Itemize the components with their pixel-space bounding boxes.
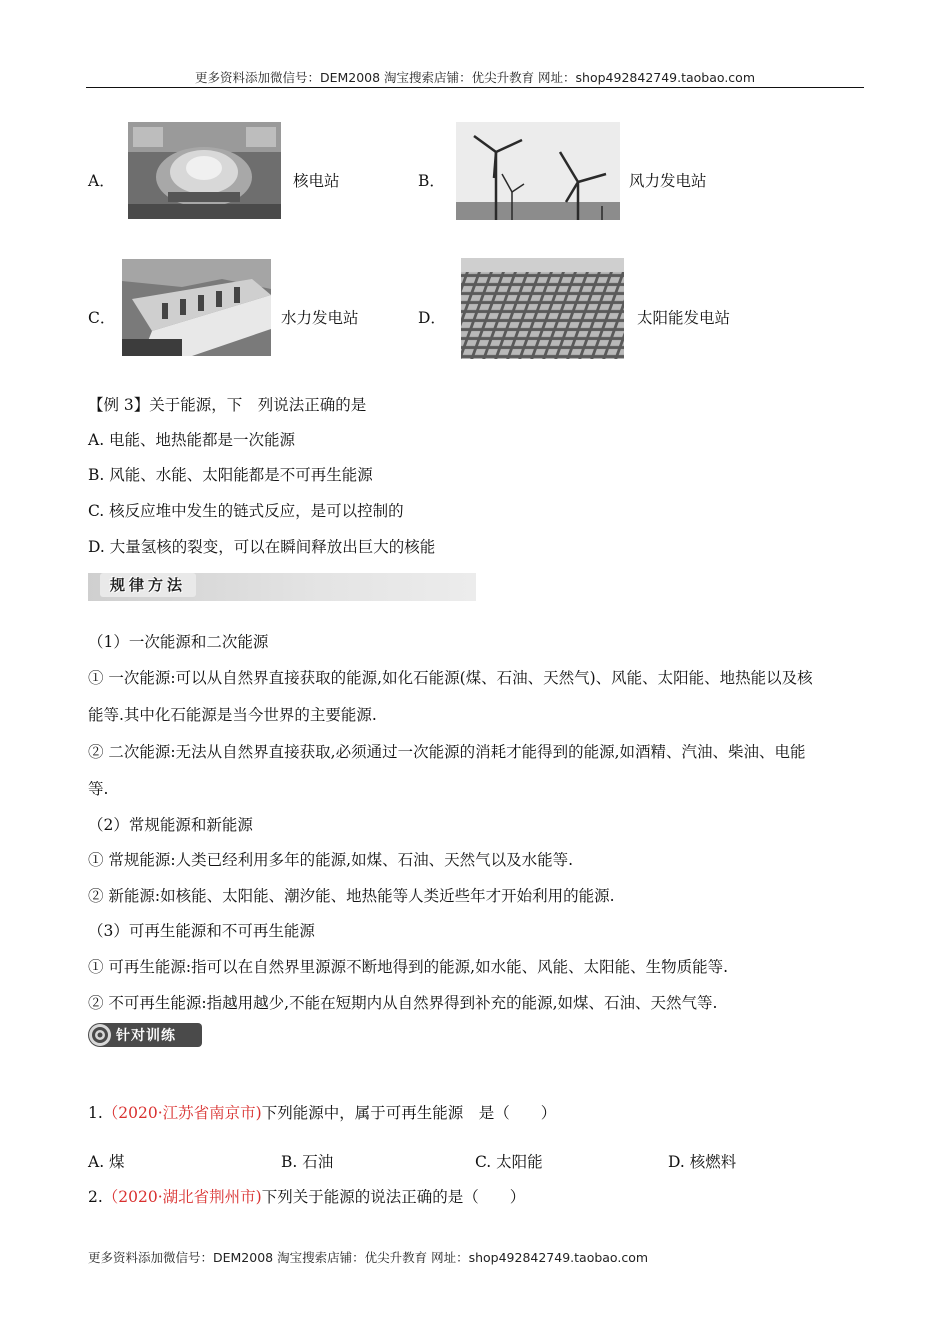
hydro-plant-image [122, 259, 271, 356]
option-d-caption: 太阳能发电站 [637, 309, 731, 327]
page-footer: 更多资料添加微信号：DEM2008 淘宝搜索店铺：优尖升教育 网址：shop492842749.taobao.com [88, 1250, 649, 1265]
example3-option-c: C. 核反应堆中发生的链式反应，是可以控制的 [88, 502, 404, 520]
q1-option-c: C. 太阳能 [475, 1153, 543, 1171]
option-b-caption: 风力发电站 [629, 172, 707, 190]
method-banner-title: 规律方法 [100, 573, 196, 597]
nuclear-plant-image [128, 122, 281, 219]
method-s3-line2: ② 不可再生能源:指越用越少,不能在短期内从自然界得到补充的能源,如煤、石油、天然气等. [88, 994, 718, 1012]
page-header: 更多资料添加微信号：DEM2008 淘宝搜索店铺：优尖升教育 网址：shop492842749.taobao.com [194, 70, 756, 85]
method-s3-title: （3）可再生能源和不可再生能源 [88, 922, 315, 940]
method-s3-line1: ① 可再生能源:指可以在自然界里源源不断地得到的能源,如水能、风能、太阳能、生物质能等. [88, 958, 729, 976]
q1-option-b: B. 石油 [281, 1153, 334, 1171]
q1-option-d: D. 核燃料 [668, 1153, 737, 1171]
q2-text: 下列关于能源的说法正确的是（ ） [261, 1188, 526, 1206]
target-icon [88, 1023, 112, 1047]
option-d-letter: D． [418, 309, 446, 327]
method-s2-title: （2）常规能源和新能源 [88, 816, 253, 834]
option-b-letter: B． [418, 172, 445, 190]
method-s2-line1: ① 常规能源:人类已经利用多年的能源,如煤、石油、天然气以及水能等. [88, 851, 574, 869]
example3-option-d: D. 大量氢核的裂变，可以在瞬间释放出巨大的核能 [88, 538, 436, 556]
option-c-caption: 水力发电站 [281, 309, 359, 327]
header-rule [86, 87, 864, 88]
q1-source: （2020·江苏省南京市) [102, 1104, 262, 1122]
method-s1-line1a: ① 一次能源:可以从自然界直接获取的能源,如化石能源(煤、石油、天然气)、风能、太阳能、地热能以及核 [88, 669, 813, 687]
q1-number: 1. [88, 1104, 103, 1122]
option-a-letter: A． [88, 172, 115, 190]
option-a-caption: 核电站 [293, 172, 340, 190]
q1-text: 下列能源中，属于可再生能源 是（ ） [261, 1104, 557, 1122]
wind-farm-image [456, 122, 620, 220]
method-s1-line2b: 等. [88, 780, 109, 798]
training-banner-title: 针对训练 [116, 1028, 176, 1044]
method-s2-line2: ② 新能源:如核能、太阳能、潮汐能、地热能等人类近些年才开始利用的能源. [88, 887, 615, 905]
q1-line [88, 1101, 556, 1123]
q2-line [88, 1185, 525, 1207]
example3-option-a: A. 电能、地热能都是一次能源 [88, 431, 296, 449]
example3-question: 【例 3】关于能源，下 列说法正确的是 [88, 396, 367, 414]
q2-source: （2020·湖北省荆州市) [102, 1188, 262, 1206]
q2-number: 2. [88, 1188, 103, 1206]
option-c-letter: C． [88, 309, 116, 327]
method-s1-line2a: ② 二次能源:无法从自然界直接获取,必须通过一次能源的消耗才能得到的能源,如酒精、汽油、柴油、电能 [88, 743, 806, 761]
q1-option-a: A. 煤 [88, 1153, 125, 1171]
solar-plant-image [461, 258, 624, 359]
example3-option-b: B. 风能、水能、太阳能都是不可再生能源 [88, 466, 373, 484]
method-s1-title: （1）一次能源和二次能源 [88, 633, 269, 651]
method-s1-line1b: 能等.其中化石能源是当今世界的主要能源. [88, 706, 377, 724]
